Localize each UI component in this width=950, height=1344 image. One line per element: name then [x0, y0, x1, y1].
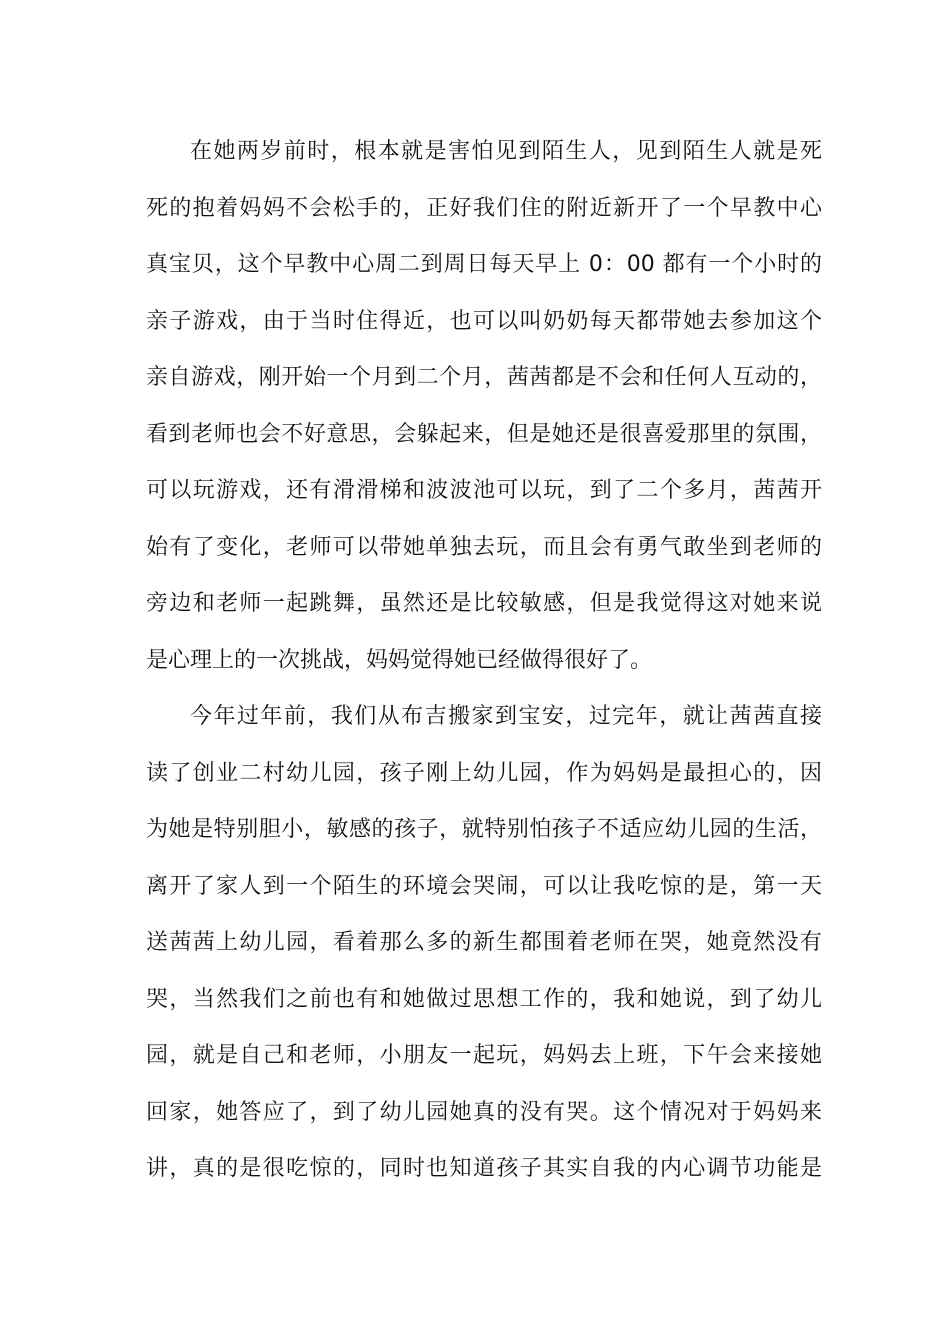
text-line: 真宝贝，这个早教中心周二到周日每天早上 0：00 都有一个小时的 [146, 252, 822, 277]
text-line: 讲，真的是很吃惊的，同时也知道孩子其实自我的内心调节功能是 [146, 1156, 822, 1181]
text-line: 始有了变化，老师可以带她单独去玩，而且会有勇气敢坐到老师的 [146, 535, 822, 560]
text-line: 读了创业二村幼儿园，孩子刚上幼儿园，作为妈妈是最担心的，因 [146, 761, 822, 786]
text-line: 回家，她答应了，到了幼儿园她真的没有哭。这个情况对于妈妈来 [146, 1100, 822, 1125]
text-line: 可以玩游戏，还有滑滑梯和波波池可以玩，到了二个多月，茜茜开 [146, 478, 822, 503]
text-line: 园，就是自己和老师，小朋友一起玩，妈妈去上班，下午会来接她 [146, 1043, 822, 1068]
text-line: 哭，当然我们之前也有和她做过思想工作的，我和她说，到了幼儿 [146, 987, 822, 1012]
text-line: 亲自游戏，刚开始一个月到二个月，茜茜都是不会和任何人互动的， [146, 365, 822, 390]
text-line: 在她两岁前时，根本就是害怕见到陌生人，见到陌生人就是死 [190, 139, 822, 164]
text-line: 是心理上的一次挑战，妈妈觉得她已经做得很好了。 [146, 648, 653, 673]
text-line: 死的抱着妈妈不会松手的，正好我们住的附近新开了一个早教中心 [146, 196, 822, 221]
text-line: 为她是特别胆小，敏感的孩子，就特别怕孩子不适应幼儿园的生活， [146, 817, 822, 842]
text-line: 送茜茜上幼儿园，看着那么多的新生都围着老师在哭，她竟然没有 [146, 930, 822, 955]
text-line: 亲子游戏，由于当时住得近，也可以叫奶奶每天都带她去参加这个 [146, 309, 822, 334]
text-line: 看到老师也会不好意思，会躲起来，但是她还是很喜爱那里的氛围， [146, 422, 822, 447]
text-line: 离开了家人到一个陌生的环境会哭闹，可以让我吃惊的是，第一天 [146, 874, 822, 899]
text-line: 今年过年前，我们从布吉搬家到宝安，过完年，就让茜茜直接 [190, 704, 822, 729]
text-line: 旁边和老师一起跳舞，虽然还是比较敏感，但是我觉得这对她来说 [146, 591, 822, 616]
